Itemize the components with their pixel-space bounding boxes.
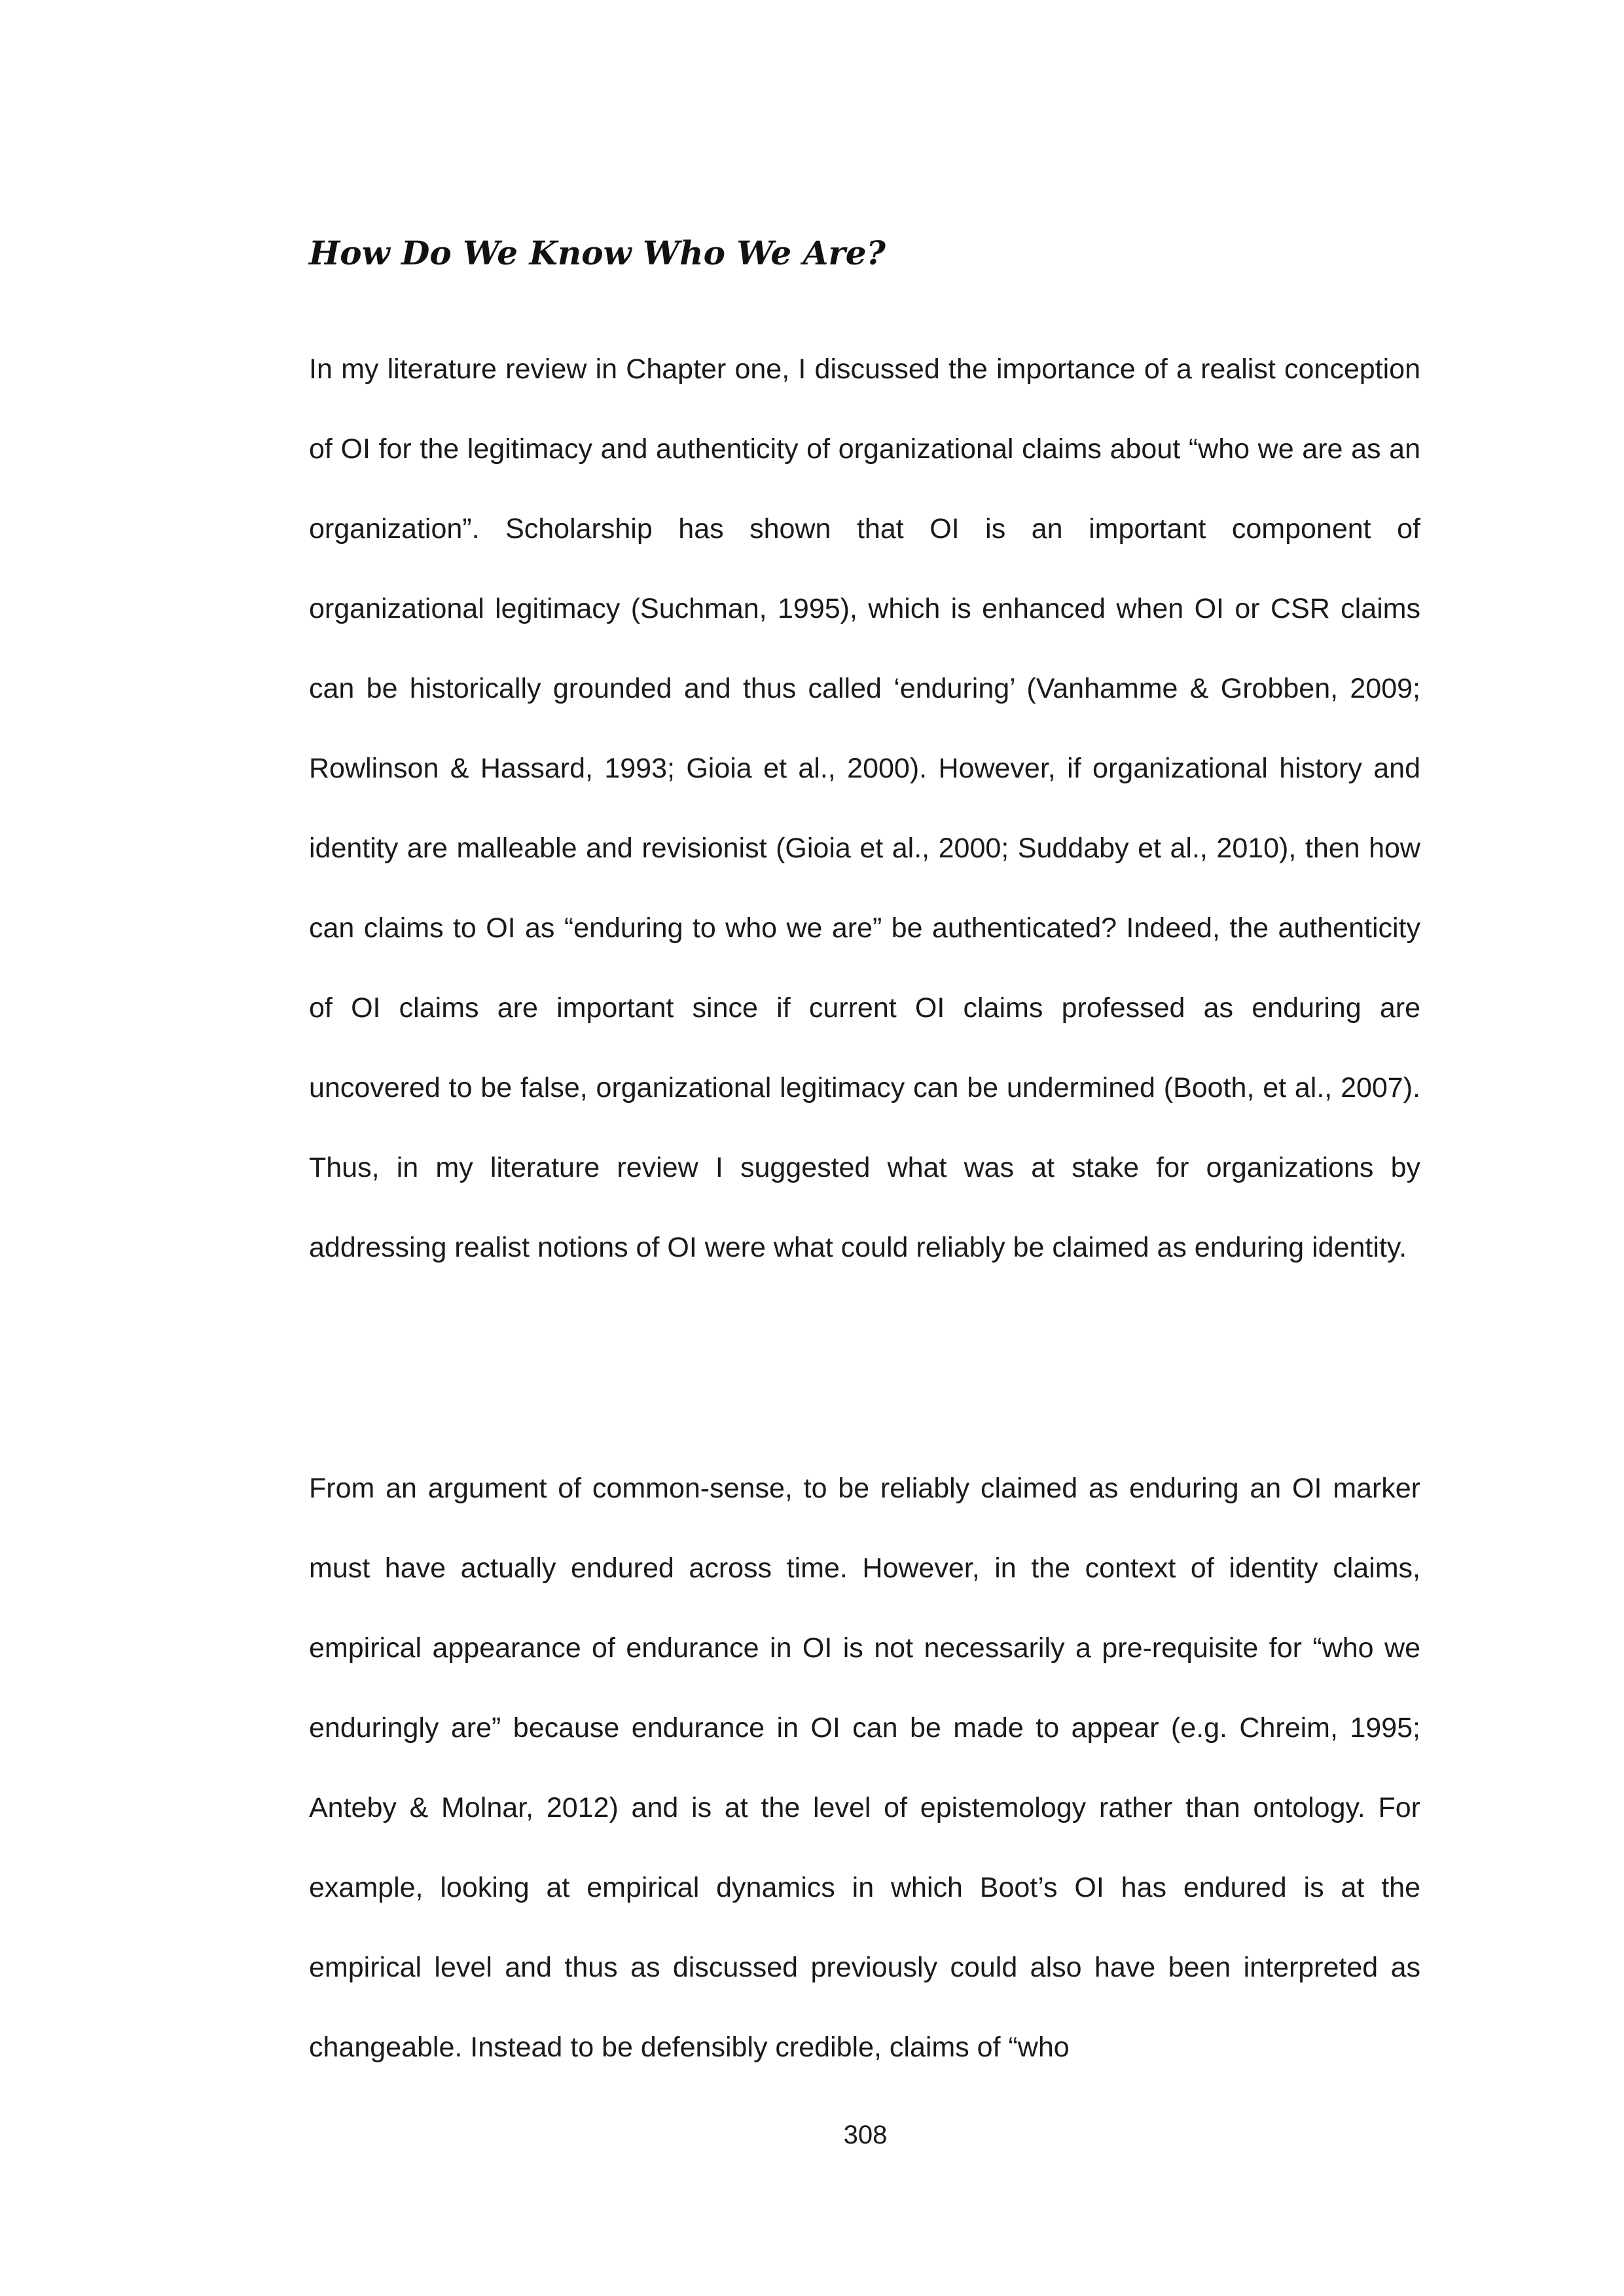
body-paragraph: From an argument of common-sense, to be reliably claimed as enduring an OI marker must have actually endured across time. However, in the context of identity claims, empirical appearance of endurance in OI is not necessarily a pre-requisite for “who we enduringly are” because endurance in OI can be made to appear (e.g. Chreim, 1995; Anteby & Molnar, 2012) and is at the level of epistemology rather than ontology. For example, looking at empirical dynamics in which Boot’s OI has endured is at the empirical level and thus as discussed previously could also have been interpreted as changeable. Instead to be defensibly credible, claims of “who xyxy=(309,1473,1420,2063)
section-heading: How Do We Know Who We Are? xyxy=(309,234,886,272)
page-number: 308 xyxy=(843,2121,888,2149)
body-paragraph: In my literature review in Chapter one, I discussed the importance of a realist conception of OI for the legitimacy and authenticity of organizational claims about “who we are as an organization”. Scholarship has shown that OI is an important component of organizational legitimacy (Suchman, 1995), which is enhanced when OI or CSR claims can be historically grounded and thus called ‘enduring’ (Vanhamme & Grobben, 2009; Rowlinson & Hassard, 1993; Gioia et al., 2000). However, if organizational history and identity are malleable and revisionist (Gioia et al., 2000; Suddaby et al., 2010), then how can claims to OI as “enduring to who we are” be authenticated? Indeed, the authenticity of OI claims are important since if current OI claims professed as enduring are uncovered to be false, organizational legitimacy can be undermined (Booth, et al., 2007). Thus, in my literature review I suggested what was at stake for organizations by addressing realist notions of OI were what could reliably be claimed as enduring identity. xyxy=(309,353,1420,1263)
